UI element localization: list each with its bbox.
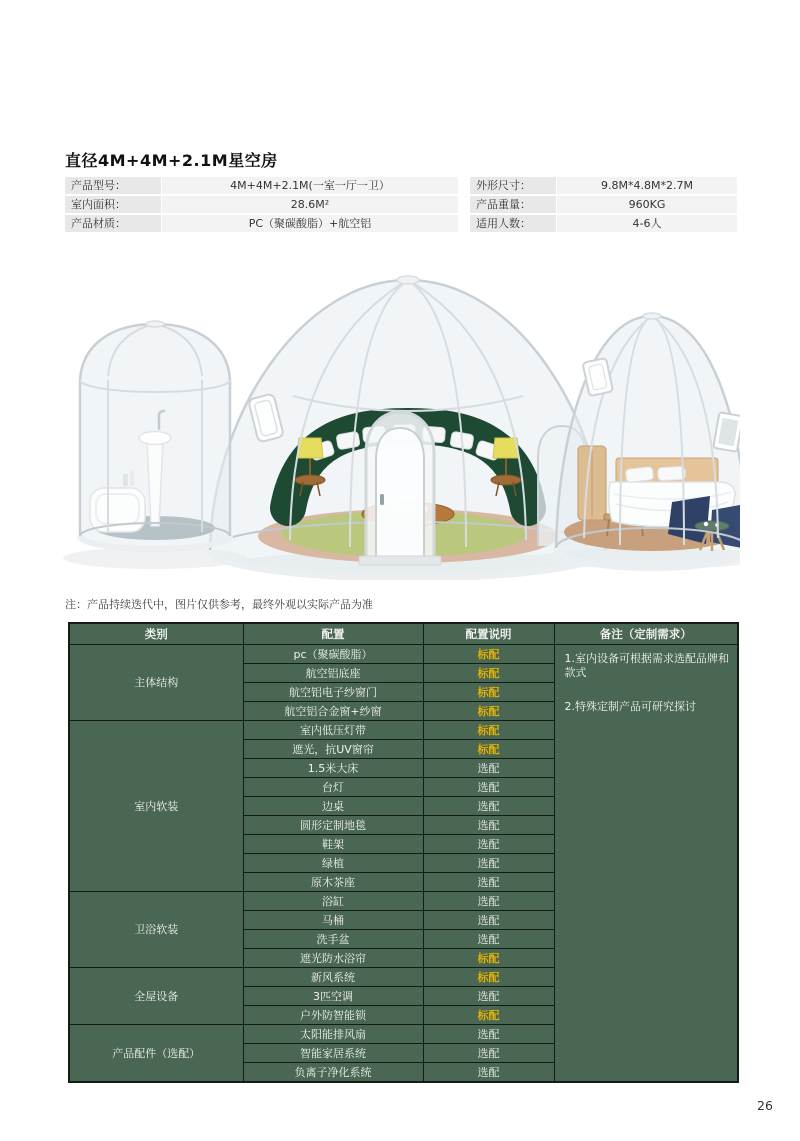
config-status-cell: 选配 [423, 1063, 554, 1083]
config-status-cell: 选配 [423, 797, 554, 816]
config-status-cell: 标配 [423, 683, 554, 702]
spec-value: PC（聚碳酸脂）+航空铝 [162, 215, 458, 232]
spec-label: 产品型号： [65, 177, 161, 194]
spec-label: 产品重量： [470, 196, 556, 213]
spec-row [65, 215, 458, 232]
config-status-cell: 选配 [423, 873, 554, 892]
category-cell: 室内软装 [69, 721, 243, 892]
config-header-cell: 类别 [69, 623, 243, 645]
config-name-cell: 遮光，抗UV窗帘 [243, 740, 423, 759]
config-name-cell: 户外防智能锁 [243, 1006, 423, 1025]
config-name-cell: 遮光防水浴帘 [243, 949, 423, 968]
config-name-cell: 洗手盆 [243, 930, 423, 949]
config-status-cell: 选配 [423, 892, 554, 911]
config-name-cell: 智能家居系统 [243, 1044, 423, 1063]
remarks-cell [554, 645, 738, 1083]
config-table-wrap [68, 622, 739, 1083]
config-status-cell: 选配 [423, 987, 554, 1006]
spec-row [470, 215, 737, 232]
config-header-cell: 配置 [243, 623, 423, 645]
bathroom-pod [80, 321, 230, 549]
config-name-cell: 航空铝电子纱窗门 [243, 683, 423, 702]
page-number: 26 [757, 1098, 773, 1113]
config-name-cell: 台灯 [243, 778, 423, 797]
config-header-cell: 备注（定制需求） [554, 623, 738, 645]
config-status-cell: 标配 [423, 968, 554, 987]
config-name-cell: 3匹空调 [243, 987, 423, 1006]
page-title: 直径4M+4M+2.1M星空房 [65, 151, 278, 170]
config-status-cell: 选配 [423, 759, 554, 778]
spec-label: 外形尺寸： [470, 177, 556, 194]
config-status-cell: 选配 [423, 835, 554, 854]
config-name-cell: 鞋架 [243, 835, 423, 854]
spec-table [65, 177, 737, 233]
config-status-cell: 标配 [423, 1006, 554, 1025]
config-status-cell: 选配 [423, 1044, 554, 1063]
remark-line: 2.特殊定制产品可研究探讨 [564, 700, 696, 713]
bedroom-dome [556, 313, 740, 568]
config-name-cell: 航空铝合金窗+纱窗 [243, 702, 423, 721]
config-table [68, 622, 739, 1083]
spec-value: 9.8M*4.8M*2.7M [557, 177, 737, 194]
spec-row [470, 177, 737, 194]
config-name-cell: 马桶 [243, 911, 423, 930]
category-cell: 全屋设备 [69, 968, 243, 1025]
bubble-house-illustration [60, 268, 740, 580]
spec-row [65, 196, 458, 213]
category-cell: 主体结构 [69, 645, 243, 721]
spec-row [65, 177, 458, 194]
spec-label: 适用人数： [470, 215, 556, 232]
config-status-cell: 标配 [423, 664, 554, 683]
table-row [69, 645, 738, 664]
category-cell: 卫浴软装 [69, 892, 243, 968]
spec-col-right [470, 177, 737, 234]
config-name-cell: 室内低压灯带 [243, 721, 423, 740]
config-name-cell: 原木茶座 [243, 873, 423, 892]
wardrobe [578, 446, 606, 520]
spec-col-left [65, 177, 458, 234]
config-name-cell: 圆形定制地毯 [243, 816, 423, 835]
entry-door [359, 412, 441, 565]
spec-label: 产品材质： [65, 215, 161, 232]
config-status-cell: 选配 [423, 930, 554, 949]
config-status-cell: 选配 [423, 1025, 554, 1044]
config-name-cell: 绿植 [243, 854, 423, 873]
config-name-cell: 新风系统 [243, 968, 423, 987]
config-status-cell: 标配 [423, 721, 554, 740]
config-status-cell: 标配 [423, 949, 554, 968]
config-name-cell: 边桌 [243, 797, 423, 816]
spec-row [470, 196, 737, 213]
config-header-cell: 配置说明 [423, 623, 554, 645]
config-status-cell: 选配 [423, 778, 554, 797]
config-name-cell: 1.5米大床 [243, 759, 423, 778]
config-status-cell: 选配 [423, 854, 554, 873]
spec-value: 4-6人 [557, 215, 737, 232]
remark-line: 1.室内设备可根据需求选配品牌和款式 [564, 652, 729, 679]
config-name-cell: pc（聚碳酸脂） [243, 645, 423, 664]
door-handle [380, 494, 384, 505]
config-status-cell: 选配 [423, 816, 554, 835]
disclaimer-note: 注：产品持续迭代中，图片仅供参考，最终外观以实际产品为准 [65, 598, 373, 611]
config-status-cell: 标配 [423, 645, 554, 664]
spec-value: 960KG [557, 196, 737, 213]
dome-cap [643, 313, 661, 319]
spec-value: 28.6M² [162, 196, 458, 213]
config-table-header [69, 623, 738, 645]
pod-cap [146, 321, 164, 327]
config-status-cell: 选配 [423, 911, 554, 930]
config-name-cell: 太阳能排风扇 [243, 1025, 423, 1044]
spec-value: 4M+4M+2.1M(一室一厅一卫） [162, 177, 458, 194]
dome-cap [397, 276, 419, 284]
config-name-cell: 浴缸 [243, 892, 423, 911]
door-threshold [359, 556, 441, 565]
spec-label: 室内面积： [65, 196, 161, 213]
category-cell: 产品配件（选配） [69, 1025, 243, 1083]
config-status-cell: 标配 [423, 702, 554, 721]
product-image [60, 268, 740, 580]
config-name-cell: 负离子净化系统 [243, 1063, 423, 1083]
config-status-cell: 标配 [423, 740, 554, 759]
config-name-cell: 航空铝底座 [243, 664, 423, 683]
